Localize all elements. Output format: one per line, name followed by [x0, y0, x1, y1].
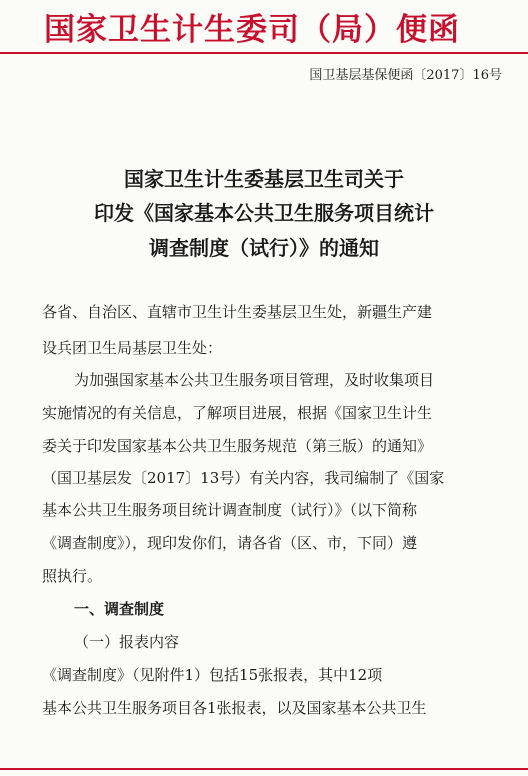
letterhead-red-rule — [0, 52, 528, 54]
subsection-heading: （一）报表内容 — [74, 633, 180, 651]
letterhead-title: 国家卫生计生委司（局）便函 — [44, 12, 460, 48]
section-heading: 一、调查制度 — [74, 600, 165, 618]
document-title-line-3: 调查制度（试行）》的通知 — [149, 236, 379, 260]
paragraph-line: （国卫基层发〔2017〕13号）有关内容，我司编制了《国家 — [42, 469, 445, 487]
paragraph-line: 为加强国家基本公共卫生服务项目管理，及时收集项目 — [74, 371, 435, 389]
paragraph-line: 实施情况的有关信息，了解项目进展，根据《国家卫生计生 — [42, 404, 433, 422]
addressee-line-1: 各省、自治区、直辖市卫生计生委基层卫生处，新疆生产建 — [42, 303, 433, 321]
document-title-line-1: 国家卫生计生委基层卫生司关于 — [124, 167, 404, 191]
paragraph-line: 基本公共卫生服务项目各1张报表，以及国家基本公共卫生 — [42, 699, 427, 717]
paragraph-line: 《调查制度》（见附件1）包括15张报表，其中12项 — [42, 666, 383, 684]
paragraph-line: 照执行。 — [42, 567, 103, 585]
paragraph-line: 委关于印发国家基本公共卫生服务规范（第三版）的通知》 — [42, 437, 433, 455]
document-number: 国卫基层基保便函〔2017〕16号 — [309, 68, 502, 83]
paragraph-line: 基本公共卫生服务项目统计调查制度（试行）》（以下简称 — [42, 501, 418, 519]
document-title-line-2: 印发《国家基本公共卫生服务项目统计 — [94, 201, 434, 225]
bottom-red-rule — [0, 768, 528, 770]
paragraph-line: 《调查制度》），现印发你们，请各省（区、市，下同）遵 — [42, 534, 418, 552]
addressee-line-2: 设兵团卫生局基层卫生处： — [42, 339, 223, 357]
